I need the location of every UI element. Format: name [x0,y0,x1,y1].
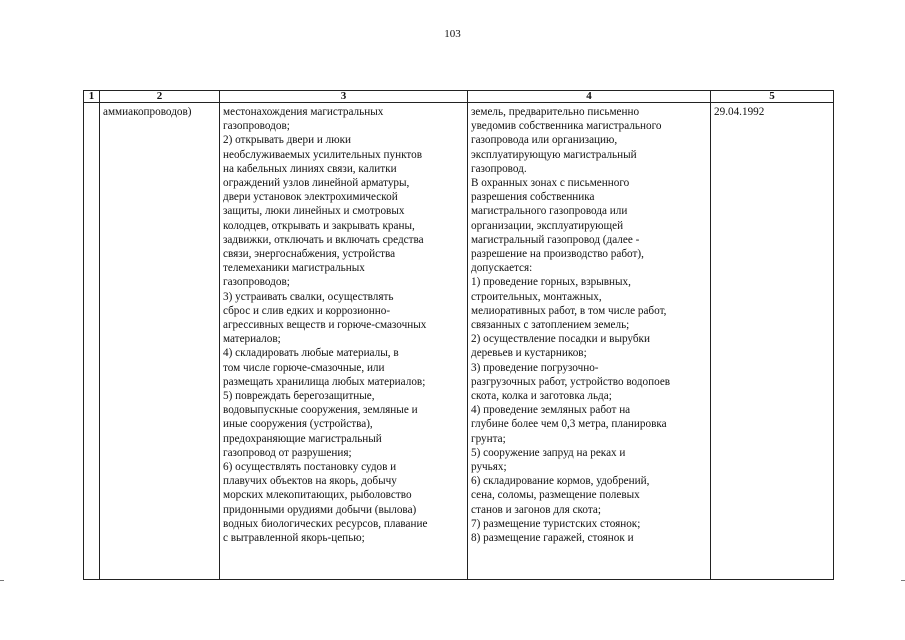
text-line: предохраняющие магистральный [223,432,382,445]
text-line: строительных, монтажных, [471,290,602,303]
text-line: задвижки, отключать и включать средства [223,233,424,246]
text-line: 2) открывать двери и люки [223,134,351,147]
text-line: 5) повреждать берегозащитные, [223,390,375,403]
text-line: В охранных зонах с письменного [471,177,630,190]
text-line: магистрального газопровода или [471,205,628,218]
header-col-1: 1 [84,91,100,103]
text-line: местонахождения магистральных [223,106,384,118]
text-line: глубине более чем 0,3 метра, планировка [471,418,667,431]
cell-col-5-text [714,105,830,119]
text-line: связанных с затоплением земель; [471,319,630,332]
header-col-2: 2 [100,91,220,103]
text-line: скота, колка и заготовка льда; [471,390,612,403]
cell-col-2 [100,103,220,580]
cell-col-5 [711,103,834,580]
text-line: разрешение на производство работ), [471,248,644,261]
text-line: 4) проведение земляных работ на [471,404,631,417]
text-line: колодцев, открывать и закрывать краны, [223,219,415,232]
text-line: 3) проведение погрузочно- [471,361,599,374]
text-line: 2) осуществление посадки и вырубки [471,333,650,346]
text-line: водовыпускные сооружения, земляные и [223,404,418,417]
cell-col-3 [220,103,468,580]
text-line: морских млекопитающих, рыболовство [223,489,412,502]
text-line: деревьев и кустарников; [471,347,587,360]
text-line: 7) размещение туристских стоянок; [471,517,641,530]
text-line: разрешения собственника [471,191,595,204]
header-col-3: 3 [220,91,468,103]
text-line: уведомив собственника магистрального [471,120,662,133]
cell-col-2-text [103,105,216,119]
text-line: аммиакопроводов) [103,106,192,118]
text-line: грунта; [471,432,506,445]
text-line: иные сооружения (устройства), [223,418,373,431]
text-line: агрессивных веществ и горюче-смазочных [223,319,427,332]
text-line: 8) размещение гаражей, стоянок и [471,532,634,545]
text-line: газопровод. [471,162,527,175]
text-line: водных биологических ресурсов, плавание [223,517,428,530]
header-col-4: 4 [468,91,711,103]
text-line: на кабельных линиях связи, калитки [223,162,397,175]
text-line: земель, предварительно письменно [471,106,640,118]
text-line: мелиоративных работ, в том числе работ, [471,304,667,317]
text-line: защиты, люки линейных и смотровых [223,205,405,218]
text-line: придонными орудиями добычи (вылова) [223,503,417,516]
text-line: 6) осуществлять постановку судов и [223,461,397,474]
header-col-5: 5 [711,91,834,103]
text-line: сброс и слив едких и коррозионно- [223,304,391,317]
text-line: газопроводов; [223,276,290,289]
text-line: необслуживаемых усилительных пунктов [223,148,423,161]
text-line: плавучих объектов на якорь, добычу [223,475,397,488]
text-line: 4) складировать любые материалы, в [223,347,399,360]
document-table [83,90,834,580]
text-line: размещать хранилища любых материалов; [223,375,426,388]
text-line: эксплуатирующую магистральный [471,148,637,161]
text-line: телемеханики магистральных [223,262,365,275]
text-line: связи, энергоснабжения, устройства [223,248,396,261]
text-line: ограждений узлов линейной арматуры, [223,177,410,190]
text-line: допускается: [471,262,533,275]
cell-col-3-text [223,105,464,545]
text-line: сена, соломы, размещение полевых [471,489,640,502]
scan-edge-mark-left [0,580,4,581]
text-line: станов и загонов для скота; [471,503,601,516]
text-line: газопроводов; [223,120,290,133]
text-line: 29.04.1992 [714,106,765,118]
scan-edge-mark-right [901,580,905,581]
cell-col-4 [468,103,711,580]
text-line: 6) складирование кормов, удобрений, [471,475,650,488]
cell-col-4-text [471,105,707,545]
text-line: разгрузочных работ, устройство водопоев [471,375,671,388]
text-line: 3) устраивать свалки, осуществлять [223,290,394,303]
text-line: газопровод от разрушения; [223,446,352,459]
text-line: газопровода или организацию, [471,134,618,147]
text-line: ручьях; [471,461,507,474]
table-row [84,103,834,580]
text-line: материалов; [223,333,281,346]
text-line: том числе горюче-смазочные, или [223,361,385,374]
header-row [84,91,834,103]
text-line: организации, эксплуатирующей [471,219,624,232]
cell-col-1 [84,103,100,580]
text-line: 5) сооружение запруд на реках и [471,446,626,459]
text-line: 1) проведение горных, взрывных, [471,276,631,289]
text-line: магистральный газопровод (далее - [471,233,640,246]
page-number: 103 [444,28,461,40]
text-line: с вытравленной якорь-цепью; [223,532,365,545]
text-line: двери установок электрохимической [223,191,398,204]
